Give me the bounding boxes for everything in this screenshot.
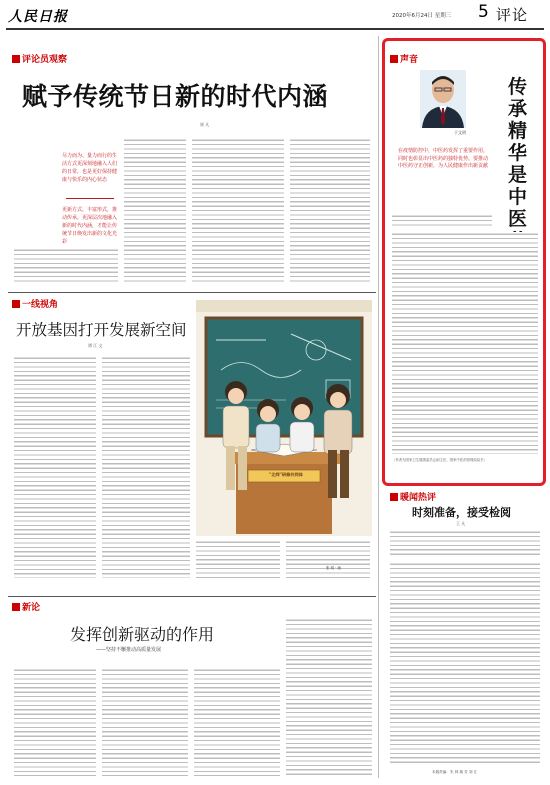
byline-redian: 王 凡 xyxy=(456,521,466,526)
byline-guancha: 崔 凡 xyxy=(200,122,210,127)
section-mark-icon xyxy=(12,603,20,611)
headline-xinlun: 发挥创新驱动的作用 xyxy=(70,625,215,644)
portrait-image xyxy=(420,70,466,128)
board-sign-text: "北师"研修共同体 xyxy=(269,472,303,477)
body-text-xinlun-col3 xyxy=(194,668,280,776)
headline-guancha: 赋予传统节日新的时代内涵 xyxy=(22,82,329,111)
author-photo xyxy=(420,70,466,128)
headline-shengyin: 传承精华是中医 xyxy=(508,76,528,230)
issue-date: 2020年6月24日 星期三 xyxy=(392,13,452,19)
headline-yixian: 开放基因打开发展新空间 xyxy=(16,321,187,339)
column-divider xyxy=(378,36,379,778)
section-label-shengyin: 声音 xyxy=(390,52,418,65)
body-text-xinlun-col1 xyxy=(14,668,96,776)
body-text-xinlun-col2 xyxy=(102,668,188,776)
body-text-guancha-col0 xyxy=(14,248,118,282)
shengyin-footer: （作者为国家卫生健康委员会副主任、国家中医药管理局局长） xyxy=(392,458,487,462)
section-divider xyxy=(8,292,376,293)
pullquote-guancha-2: 更新方式、丰富形式，推动传承，更深层次地融入新的时代内涵，才能让传统节日焕发出新的文化光彩 xyxy=(62,207,118,245)
section-label-guancha: 评论员观察 xyxy=(12,52,67,65)
body-text-redian-lead xyxy=(390,530,540,558)
cartoon-illustration xyxy=(196,300,372,536)
classroom-drawing xyxy=(196,300,372,536)
body-text-xinlun-col4 xyxy=(286,618,372,776)
masthead-rule xyxy=(6,28,544,30)
section-label-yixian: 一线视角 xyxy=(12,297,58,310)
section-mark-icon xyxy=(12,300,20,308)
pullquote-guancha-1: 尽力而为、量力而行的生活方式更深刻地融入人们的日常，也是更好保持健康与快乐的内心状态 xyxy=(62,153,118,183)
byline-yixian: 谭 江 文 xyxy=(88,343,103,348)
section-mark-icon xyxy=(390,493,398,501)
page-number: 5 xyxy=(478,2,489,22)
section-divider xyxy=(8,596,376,597)
newspaper-logo: 人民日报 xyxy=(8,9,68,25)
body-text-yixian-col3 xyxy=(196,540,280,578)
body-text-guancha-col2 xyxy=(192,138,284,282)
body-text-redian xyxy=(390,562,540,764)
masthead xyxy=(0,0,550,40)
headline-redian: 时刻准备，接受检阅 xyxy=(412,506,511,519)
section-mark-icon xyxy=(390,55,398,63)
body-text-shengyin-top xyxy=(392,214,492,228)
body-text-yixian-col4 xyxy=(286,540,370,578)
body-text-yixian-col2 xyxy=(102,356,190,578)
illustration-credit: 张 明 · 画 xyxy=(326,566,341,570)
body-text-yixian-col1 xyxy=(14,356,96,578)
body-text-guancha-col1 xyxy=(124,138,186,282)
section-label-redian: 暖闻热评 xyxy=(390,490,436,503)
body-text-shengyin xyxy=(392,232,538,454)
section-mark-icon xyxy=(12,55,20,63)
section-label-xinlun: 新论 xyxy=(12,600,40,613)
page-editors: 本版责编：朱 林 姚 芳 刘 江 xyxy=(432,770,478,774)
pullquote-divider xyxy=(66,198,114,199)
subheadline-xinlun: ——坚持不懈推动高质量发展 xyxy=(96,647,162,653)
body-text-guancha-col3 xyxy=(290,138,370,282)
author-caption: 于文明 xyxy=(454,130,466,135)
section-title: 评论 xyxy=(496,6,529,24)
pullquote-shengyin: 在疫情防控中，中医药发挥了重要作用，同时也彰显出中医药的独特优势。要推动中医药守正创新，为人民健康作出新贡献 xyxy=(398,148,489,169)
